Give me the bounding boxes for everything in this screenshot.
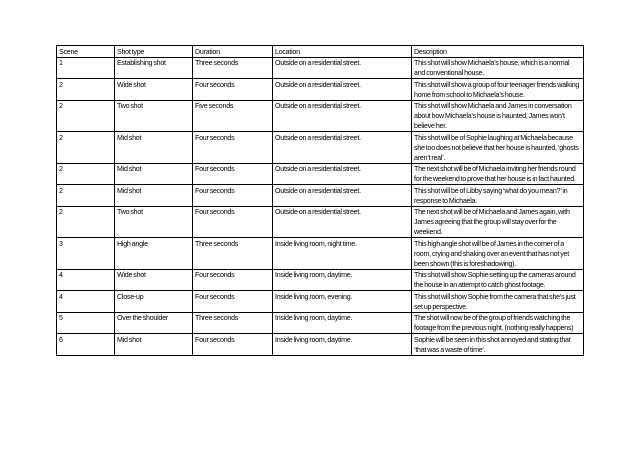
cell-location: Inside living room, night time. [273, 238, 412, 270]
cell-shot-type: Close-up [115, 291, 193, 313]
cell-scene: 6 [57, 334, 115, 356]
cell-duration: Three seconds [193, 238, 273, 270]
table-row [57, 312, 584, 334]
cell-description: This shot will show Sophie setting up the cameras around the house in an attempt to catch ghost footage. [412, 269, 584, 291]
cell-duration: Four seconds [193, 132, 273, 164]
cell-scene: 2 [57, 79, 115, 101]
table-body [57, 46, 584, 356]
table-row [57, 334, 584, 356]
cell-duration: Four seconds [193, 163, 273, 185]
table-row [57, 206, 584, 238]
cell-location: Outside on a residential street. [273, 132, 412, 164]
cell-description: This shot will be of Libby saying ‘what do you mean?’ in response to Michaela. [412, 185, 584, 207]
cell-duration: Four seconds [193, 206, 273, 238]
cell-scene: 1 [57, 57, 115, 79]
cell-description: The next shot will be of Michaela inviting her friends round for the weekend to prove that her house is in fact haunted. [412, 163, 584, 185]
table-row [57, 185, 584, 207]
cell-location: Inside living room, daytime. [273, 269, 412, 291]
cell-location: Outside on a residential street. [273, 185, 412, 207]
cell-duration: Four seconds [193, 334, 273, 356]
cell-description: This shot will show Michaela and James in conversation about how Michaela’s house is haunted, James won’t believe her. [412, 100, 584, 132]
cell-scene: 2 [57, 163, 115, 185]
cell-location: Outside on a residential street. [273, 206, 412, 238]
cell-scene: 4 [57, 291, 115, 313]
cell-shot-type: Wide shot [115, 79, 193, 101]
cell-description: This shot will show Michaela’s house, which is a normal and conventional house. [412, 57, 584, 79]
cell-duration: Three seconds [193, 57, 273, 79]
cell-shot-type: High angle [115, 238, 193, 270]
table-row [57, 163, 584, 185]
cell-description: The next shot will be of Michaela and James again, with James agreeing that the group will stay over for the weekend. [412, 206, 584, 238]
cell-shot-type: Wide shot [115, 269, 193, 291]
cell-location: Inside living room, daytime. [273, 334, 412, 356]
cell-location: Outside on a residential street. [273, 163, 412, 185]
cell-scene: 2 [57, 185, 115, 207]
table-row [57, 238, 584, 270]
cell-shot-type: Mid shot [115, 132, 193, 164]
cell-shot-type: Mid shot [115, 334, 193, 356]
cell-location: Outside on a residential street. [273, 100, 412, 132]
cell-scene: 5 [57, 312, 115, 334]
header-row [57, 46, 584, 58]
header-cell-description: Description [412, 46, 584, 58]
table-row [57, 269, 584, 291]
cell-scene: 2 [57, 206, 115, 238]
cell-duration: Four seconds [193, 185, 273, 207]
cell-description: This shot will show a group of four teenager friends walking home from school to Michaela’s house. [412, 79, 584, 101]
cell-description: This high angle shot will be of James in the corner of a room, crying and shaking over an event that has not yet been shown (this is foreshadowing). [412, 238, 584, 270]
header-cell-location: Location [273, 46, 412, 58]
cell-duration: Four seconds [193, 79, 273, 101]
cell-description: This shot will be of Sophie laughing at Michaela because she too does not believe that her house is haunted, ‘ghosts aren’t real’. [412, 132, 584, 164]
table-row [57, 57, 584, 79]
cell-scene: 3 [57, 238, 115, 270]
cell-shot-type: Mid shot [115, 163, 193, 185]
cell-location: Outside on a residential street. [273, 57, 412, 79]
table-row [57, 132, 584, 164]
cell-scene: 2 [57, 100, 115, 132]
header-cell-shot-type: Shot type [115, 46, 193, 58]
cell-shot-type: Over the shoulder [115, 312, 193, 334]
table-row [57, 79, 584, 101]
cell-description: The shot will now be of the group of friends watching the footage from the previous night. (nothing really happens) [412, 312, 584, 334]
cell-description: Sophie will be seen in this shot annoyed and stating that ‘that was a waste of time’. [412, 334, 584, 356]
cell-duration: Four seconds [193, 269, 273, 291]
table-row [57, 100, 584, 132]
cell-location: Outside on a residential street. [273, 79, 412, 101]
cell-shot-type: Two shot [115, 100, 193, 132]
header-cell-scene: Scene [57, 46, 115, 58]
cell-location: Inside living room, evening. [273, 291, 412, 313]
cell-location: Inside living room, daytime. [273, 312, 412, 334]
cell-duration: Four seconds [193, 291, 273, 313]
table-row [57, 291, 584, 313]
cell-shot-type: Two shot [115, 206, 193, 238]
cell-shot-type: Mid shot [115, 185, 193, 207]
shot-list-table [56, 45, 584, 356]
cell-description: This shot will show Sophie from the camera that she’s just set up perspective. [412, 291, 584, 313]
header-cell-duration: Duration [193, 46, 273, 58]
cell-scene: 2 [57, 132, 115, 164]
cell-shot-type: Establishing shot [115, 57, 193, 79]
cell-duration: Three seconds [193, 312, 273, 334]
cell-duration: Five seconds [193, 100, 273, 132]
cell-scene: 4 [57, 269, 115, 291]
